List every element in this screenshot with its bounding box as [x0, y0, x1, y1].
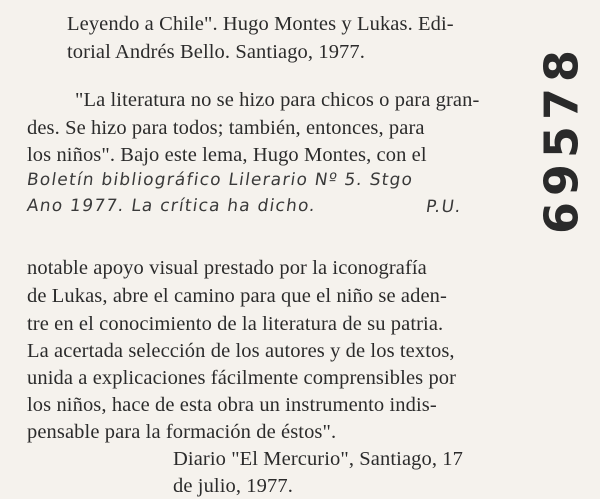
- handwritten-note-line-1: Boletín bibliográfico Lilerario Nº 5. Stgo: [25, 170, 415, 190]
- source-line-1: Diario "El Mercurio", Santiago, 17: [173, 448, 463, 470]
- handwritten-initials: P.U.: [424, 197, 464, 217]
- quote-line-3: los niños". Bajo este lema, Hugo Montes, con el: [27, 144, 427, 166]
- quote-line-4: notable apoyo visual prestado por la iconografía: [27, 257, 427, 279]
- quote-line-2: des. Se hizo para todos; también, entonces, para: [27, 117, 425, 139]
- quote-line-8: unida a explicaciones fácilmente comprensibles por: [27, 367, 457, 389]
- intro-line-1: Leyendo a Chile". Hugo Montes y Lukas. Edi-: [67, 13, 454, 35]
- quote-line-10: pensable para la formación de éstos".: [27, 421, 337, 443]
- handwritten-note-line-2: Ano 1977. La crítica ha dicho.: [25, 196, 318, 216]
- handwritten-catalog-number: 69578: [534, 43, 589, 235]
- quote-line-6: tre en el conocimiento de la literatura de su patria.: [27, 313, 444, 335]
- intro-line-2: torial Andrés Bello. Santiago, 1977.: [67, 41, 365, 63]
- quote-line-7: La acertada selección de los autores y de los textos,: [27, 340, 455, 362]
- source-line-2: de julio, 1977.: [173, 475, 293, 497]
- quote-line-1: "La literatura no se hizo para chicos o para gran-: [75, 89, 480, 111]
- quote-line-9: los niños, hace de esta obra un instrumento indis-: [27, 394, 437, 416]
- quote-line-5: de Lukas, abre el camino para que el niño se aden-: [27, 285, 447, 307]
